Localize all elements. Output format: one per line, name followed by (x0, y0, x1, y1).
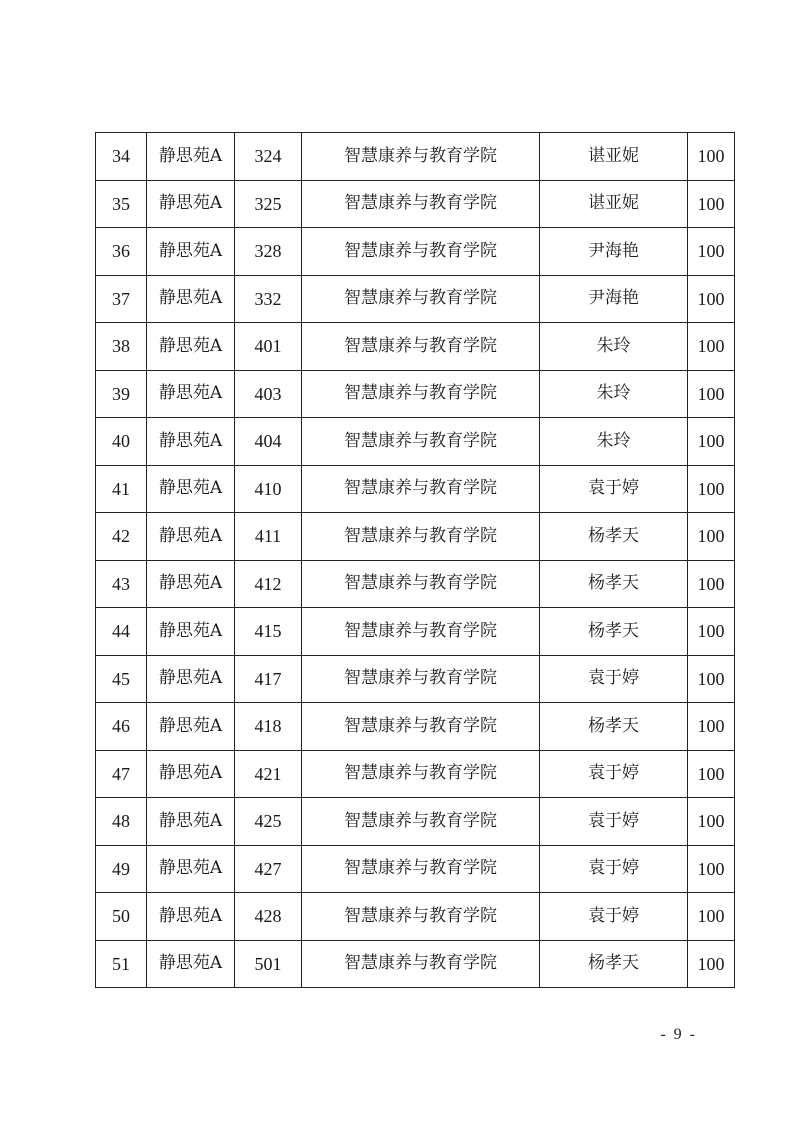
cell-college: 智慧康养与教育学院 (302, 560, 540, 608)
cell-index: 48 (96, 798, 147, 846)
cell-score: 100 (688, 940, 735, 988)
cell-staff: 谌亚妮 (540, 180, 688, 228)
cell-room: 418 (235, 703, 302, 751)
cell-college: 智慧康养与教育学院 (302, 513, 540, 561)
cell-index: 37 (96, 275, 147, 323)
cell-building: 静思苑A (147, 275, 235, 323)
table-row (96, 655, 735, 703)
cell-score: 100 (688, 418, 735, 466)
cell-college: 智慧康养与教育学院 (302, 418, 540, 466)
cell-room: 404 (235, 418, 302, 466)
dormitory-score-table (95, 132, 735, 988)
cell-score: 100 (688, 845, 735, 893)
cell-staff: 袁于婷 (540, 655, 688, 703)
cell-college: 智慧康养与教育学院 (302, 940, 540, 988)
table-row (96, 133, 735, 181)
table-row (96, 560, 735, 608)
cell-college: 智慧康养与教育学院 (302, 798, 540, 846)
table-row (96, 940, 735, 988)
cell-college: 智慧康养与教育学院 (302, 703, 540, 751)
cell-room: 401 (235, 323, 302, 371)
cell-index: 51 (96, 940, 147, 988)
table-row (96, 608, 735, 656)
cell-staff: 袁于婷 (540, 465, 688, 513)
table-row (96, 845, 735, 893)
cell-building: 静思苑A (147, 798, 235, 846)
cell-staff: 朱玲 (540, 418, 688, 466)
table-row (96, 703, 735, 751)
cell-room: 410 (235, 465, 302, 513)
cell-score: 100 (688, 703, 735, 751)
cell-room: 412 (235, 560, 302, 608)
cell-score: 100 (688, 560, 735, 608)
cell-score: 100 (688, 655, 735, 703)
cell-room: 403 (235, 370, 302, 418)
table-row (96, 418, 735, 466)
cell-college: 智慧康养与教育学院 (302, 323, 540, 371)
cell-index: 34 (96, 133, 147, 181)
cell-room: 328 (235, 228, 302, 276)
cell-score: 100 (688, 750, 735, 798)
cell-room: 427 (235, 845, 302, 893)
cell-score: 100 (688, 465, 735, 513)
cell-building: 静思苑A (147, 940, 235, 988)
cell-index: 46 (96, 703, 147, 751)
cell-building: 静思苑A (147, 370, 235, 418)
cell-staff: 杨孝天 (540, 513, 688, 561)
cell-room: 421 (235, 750, 302, 798)
cell-building: 静思苑A (147, 845, 235, 893)
cell-index: 44 (96, 608, 147, 656)
cell-college: 智慧康养与教育学院 (302, 465, 540, 513)
cell-building: 静思苑A (147, 655, 235, 703)
table-row (96, 228, 735, 276)
cell-staff: 朱玲 (540, 323, 688, 371)
cell-building: 静思苑A (147, 513, 235, 561)
cell-building: 静思苑A (147, 703, 235, 751)
cell-index: 47 (96, 750, 147, 798)
table-row (96, 513, 735, 561)
cell-staff: 袁于婷 (540, 845, 688, 893)
cell-room: 501 (235, 940, 302, 988)
cell-index: 38 (96, 323, 147, 371)
cell-building: 静思苑A (147, 323, 235, 371)
cell-index: 40 (96, 418, 147, 466)
cell-staff: 杨孝天 (540, 940, 688, 988)
cell-room: 332 (235, 275, 302, 323)
cell-building: 静思苑A (147, 180, 235, 228)
cell-college: 智慧康养与教育学院 (302, 133, 540, 181)
cell-score: 100 (688, 323, 735, 371)
cell-index: 41 (96, 465, 147, 513)
cell-score: 100 (688, 370, 735, 418)
cell-index: 42 (96, 513, 147, 561)
cell-staff: 杨孝天 (540, 703, 688, 751)
cell-college: 智慧康养与教育学院 (302, 750, 540, 798)
cell-staff: 朱玲 (540, 370, 688, 418)
cell-index: 35 (96, 180, 147, 228)
cell-index: 39 (96, 370, 147, 418)
table-row (96, 323, 735, 371)
cell-college: 智慧康养与教育学院 (302, 893, 540, 941)
cell-college: 智慧康养与教育学院 (302, 180, 540, 228)
cell-index: 45 (96, 655, 147, 703)
cell-building: 静思苑A (147, 418, 235, 466)
cell-index: 36 (96, 228, 147, 276)
table-row (96, 798, 735, 846)
cell-building: 静思苑A (147, 608, 235, 656)
cell-index: 49 (96, 845, 147, 893)
cell-staff: 尹海艳 (540, 275, 688, 323)
cell-building: 静思苑A (147, 465, 235, 513)
table-body (96, 133, 735, 988)
cell-score: 100 (688, 275, 735, 323)
cell-building: 静思苑A (147, 893, 235, 941)
cell-college: 智慧康养与教育学院 (302, 845, 540, 893)
cell-score: 100 (688, 228, 735, 276)
cell-building: 静思苑A (147, 133, 235, 181)
cell-staff: 杨孝天 (540, 560, 688, 608)
table-row (96, 370, 735, 418)
cell-score: 100 (688, 180, 735, 228)
cell-score: 100 (688, 608, 735, 656)
cell-score: 100 (688, 133, 735, 181)
cell-room: 411 (235, 513, 302, 561)
cell-staff: 谌亚妮 (540, 133, 688, 181)
cell-staff: 尹海艳 (540, 228, 688, 276)
cell-building: 静思苑A (147, 750, 235, 798)
cell-staff: 袁于婷 (540, 798, 688, 846)
cell-staff: 袁于婷 (540, 893, 688, 941)
cell-college: 智慧康养与教育学院 (302, 608, 540, 656)
cell-staff: 袁于婷 (540, 750, 688, 798)
table-row (96, 893, 735, 941)
table-row (96, 180, 735, 228)
cell-college: 智慧康养与教育学院 (302, 275, 540, 323)
cell-college: 智慧康养与教育学院 (302, 370, 540, 418)
page-number: - 9 - (660, 1026, 697, 1043)
table-row (96, 750, 735, 798)
table-row (96, 465, 735, 513)
cell-score: 100 (688, 513, 735, 561)
cell-college: 智慧康养与教育学院 (302, 228, 540, 276)
cell-room: 428 (235, 893, 302, 941)
cell-room: 415 (235, 608, 302, 656)
cell-building: 静思苑A (147, 228, 235, 276)
cell-room: 325 (235, 180, 302, 228)
cell-room: 324 (235, 133, 302, 181)
cell-room: 425 (235, 798, 302, 846)
cell-index: 50 (96, 893, 147, 941)
cell-score: 100 (688, 893, 735, 941)
cell-score: 100 (688, 798, 735, 846)
cell-staff: 杨孝天 (540, 608, 688, 656)
table-row (96, 275, 735, 323)
cell-building: 静思苑A (147, 560, 235, 608)
cell-index: 43 (96, 560, 147, 608)
cell-room: 417 (235, 655, 302, 703)
cell-college: 智慧康养与教育学院 (302, 655, 540, 703)
